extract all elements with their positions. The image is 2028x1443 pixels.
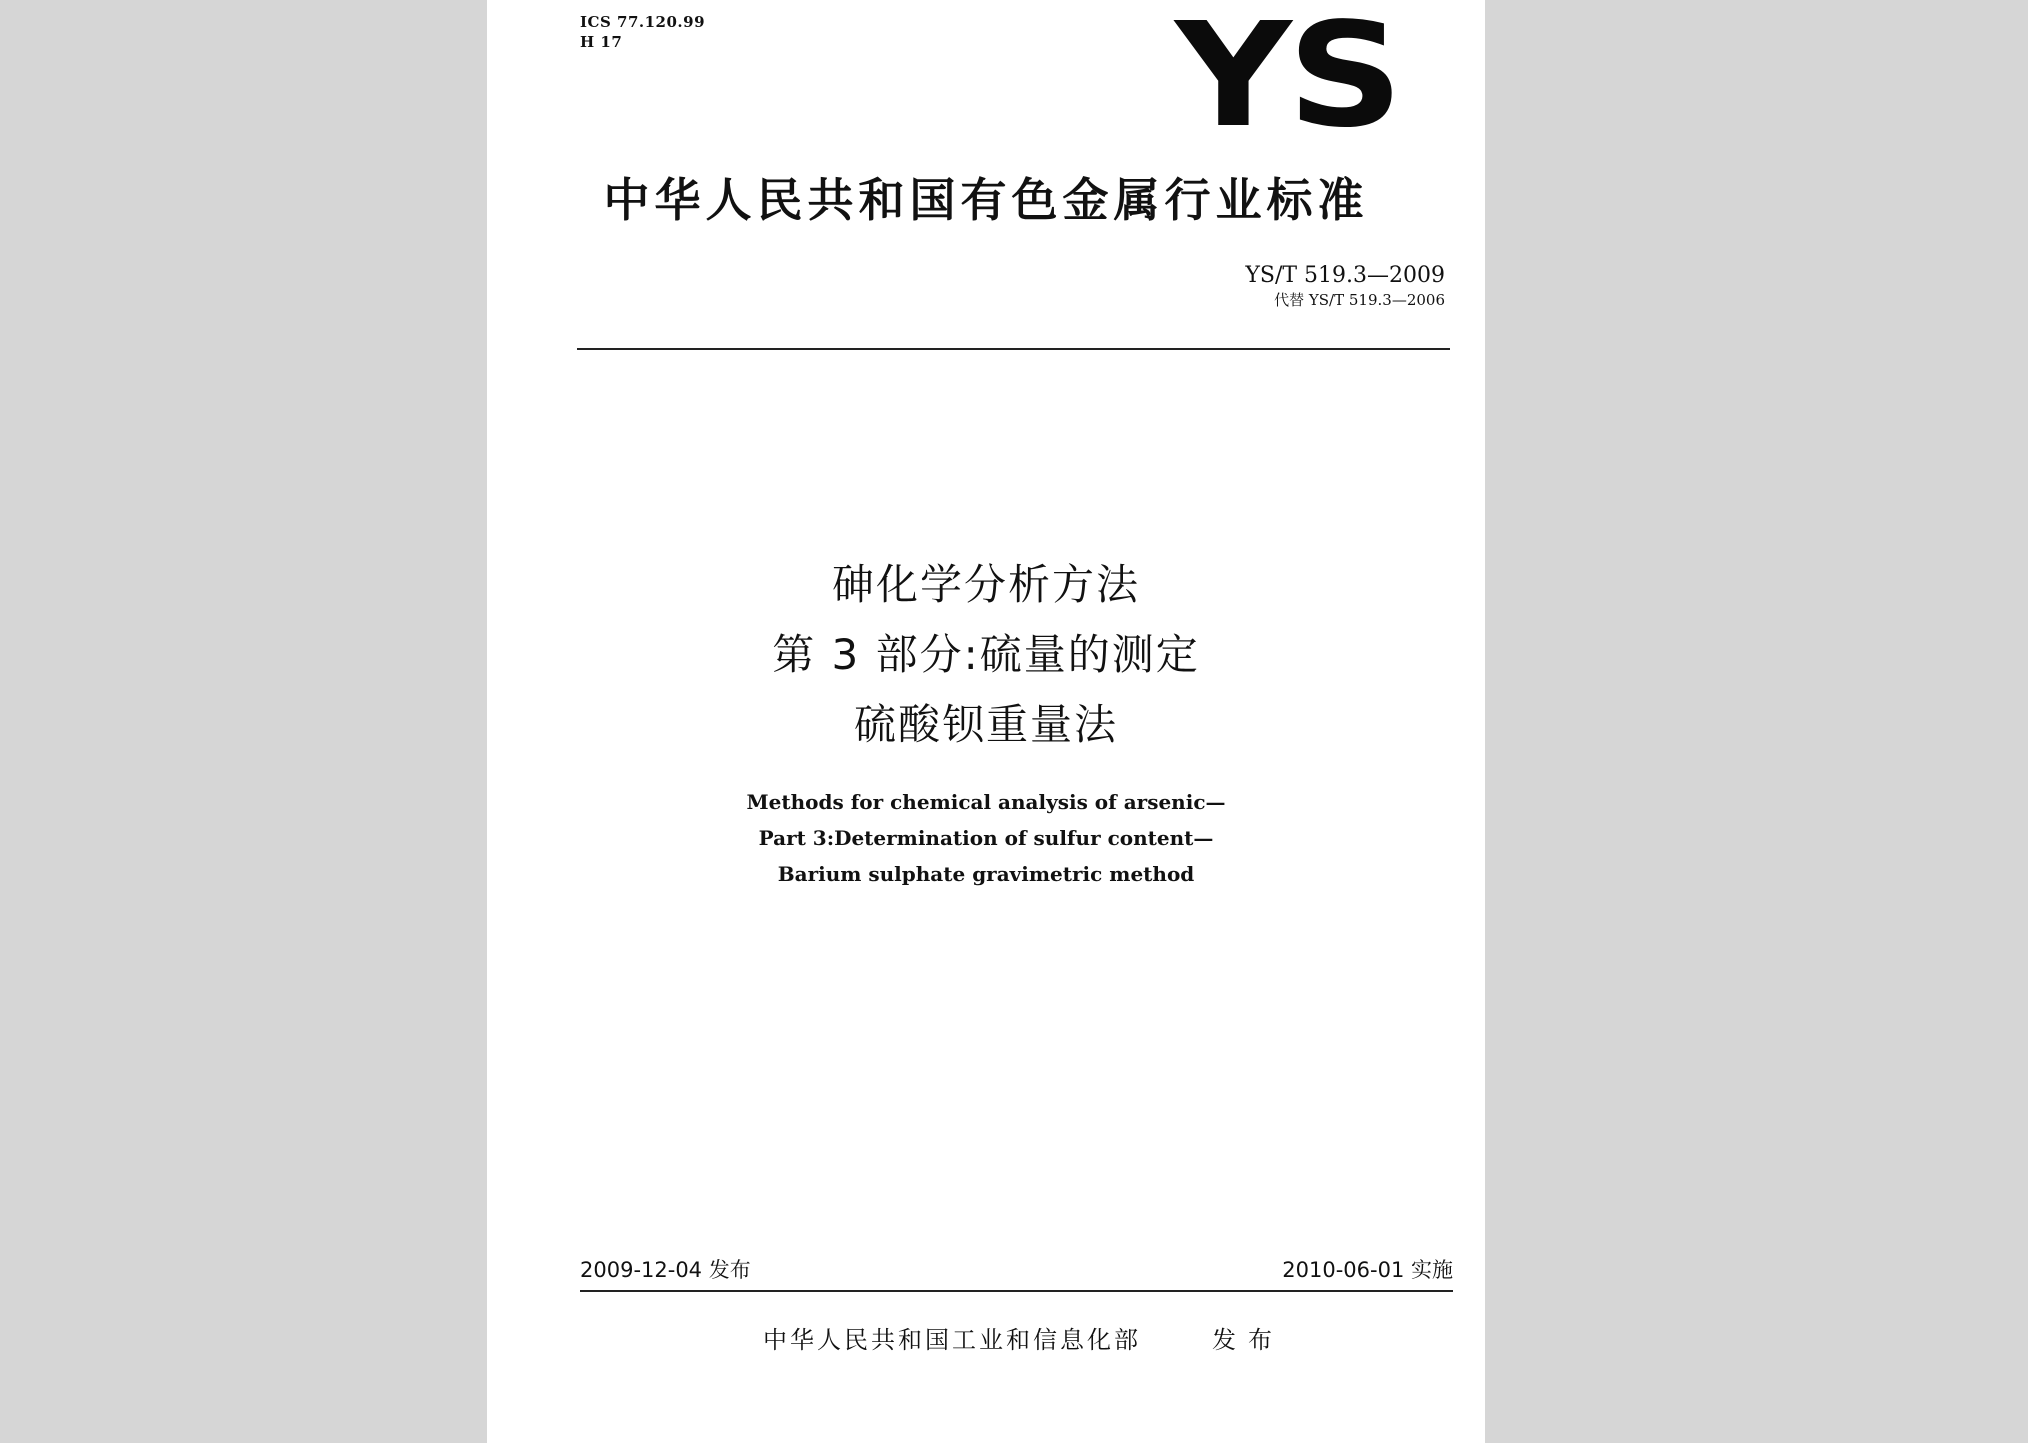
replaces-standard: 代替 YS/T 519.3—2006 xyxy=(1274,291,1445,309)
organization-title: 中华人民共和国有色金属行业标准 xyxy=(603,173,1369,227)
chinese-title-line-3: 硫酸钡重量法 xyxy=(853,700,1118,749)
issue-date: 2009-12-04 发布 xyxy=(580,1258,751,1282)
implementation-date: 2010-06-01 实施 xyxy=(1282,1258,1453,1282)
english-title-line-3: Barium sulphate gravimetric method xyxy=(777,862,1195,886)
standard-code: YS/T 519.3—2009 xyxy=(1245,263,1445,288)
ics-code: ICS 77.120.99 xyxy=(580,13,706,31)
ccs-code: H 17 xyxy=(580,33,623,51)
document-page xyxy=(487,0,1485,1443)
chinese-title-line-1: 砷化学分析方法 xyxy=(831,560,1140,609)
bottom-divider xyxy=(580,1290,1453,1292)
chinese-title xyxy=(487,550,1485,760)
publisher-name: 中华人民共和国工业和信息化部 xyxy=(763,1326,1141,1354)
standard-number-block xyxy=(1245,262,1445,310)
top-divider xyxy=(577,348,1450,350)
english-title-line-2: Part 3:Determination of sulfur content— xyxy=(758,826,1214,850)
english-title xyxy=(487,784,1485,892)
classification-codes xyxy=(580,12,705,52)
ys-logo: YS xyxy=(1175,0,1399,159)
english-title-line-1: Methods for chemical analysis of arsenic— xyxy=(746,790,1226,814)
publish-label: 发布 xyxy=(1212,1326,1284,1354)
chinese-title-line-2: 第 3 部分:硫量的测定 xyxy=(772,630,1200,679)
